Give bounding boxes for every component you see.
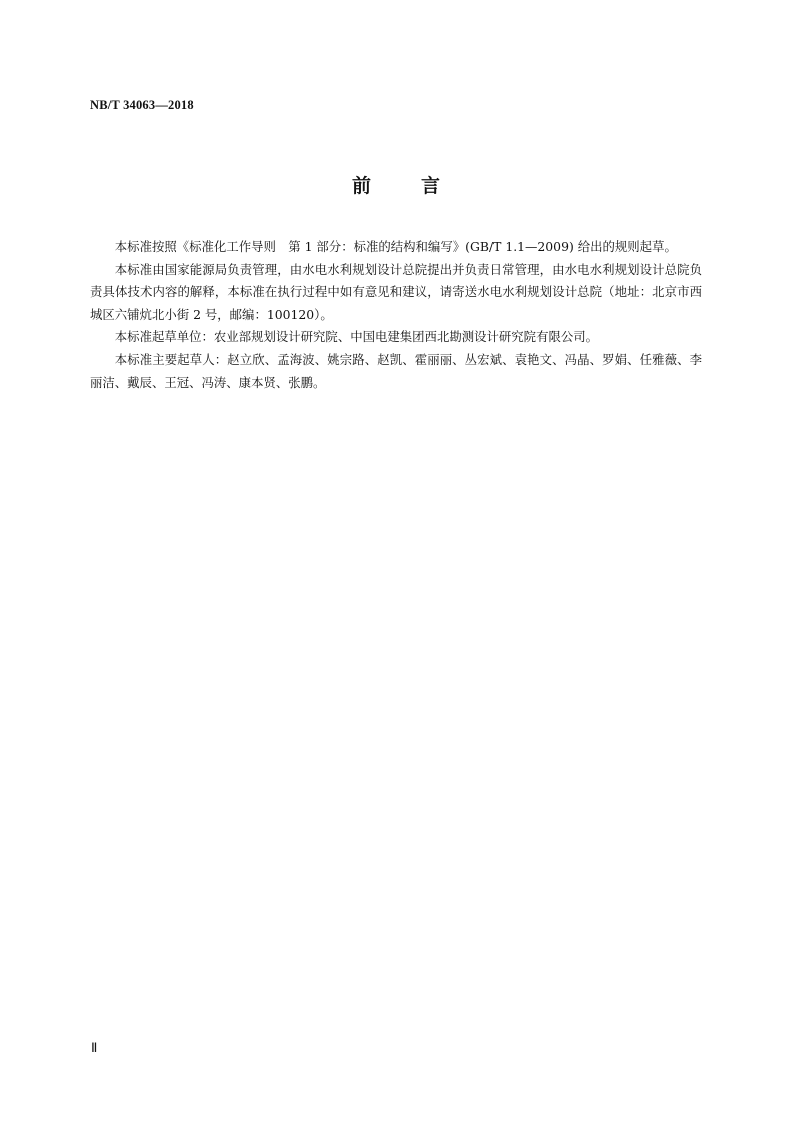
standard-code: NB/T 34063—2018 (90, 98, 194, 112)
paragraph-drafters: 本标准主要起草人：赵立欣、孟海波、姚宗路、赵凯、霍丽丽、丛宏斌、袁艳文、冯晶、罗娟、任雅薇、李丽洁、戴辰、王冠、冯涛、康本贤、张鹏。 (90, 351, 702, 390)
paragraph-drafting-rules: 本标准按照《标准化工作导则 第 1 部分：标准的结构和编写》(GB/T 1.1—2009) 给出的规则起草。 (114, 239, 677, 254)
paragraph-drafting-units: 本标准起草单位：农业部规划设计研究院、中国电建集团西北勘测设计研究院有限公司。 (114, 329, 599, 345)
title-char-1: 前 (351, 175, 371, 197)
title-char-2: 言 (421, 175, 441, 197)
page-number: Ⅱ (91, 1040, 98, 1055)
body-text (90, 236, 702, 394)
paragraph-management: 本标准由国家能源局负责管理，由水电水利规划设计总院提出并负责日常管理，由水电水利规划设计总院负责具体技术内容的解释，本标准在执行过程中如有意见和建议，请寄送水电水利规划设计总院（地址：北京市西城区六铺炕北小街 2 号，邮编：100120）。 (90, 261, 702, 322)
page-title (0, 171, 792, 198)
